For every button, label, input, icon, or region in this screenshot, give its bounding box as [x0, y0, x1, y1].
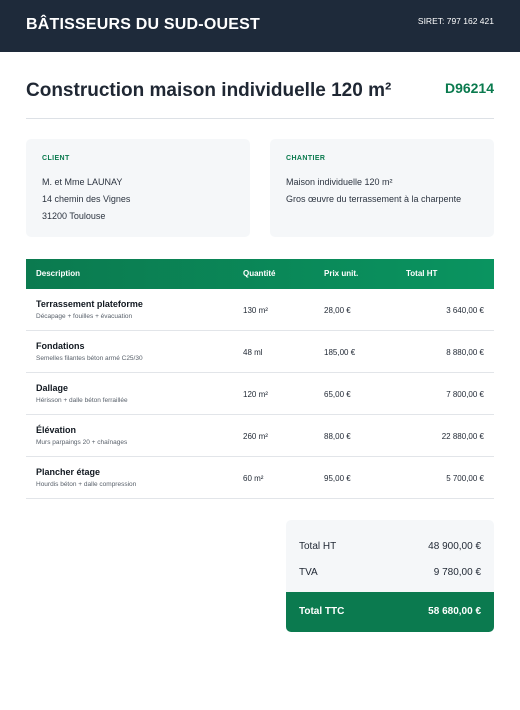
table-row	[26, 331, 494, 373]
total-ht-label: Total HT	[299, 541, 337, 552]
table-row	[26, 373, 494, 415]
title-divider	[26, 118, 494, 119]
chantier-line2: Gros œuvre du terrassement à la charpente	[286, 194, 462, 204]
chantier-label: CHANTIER	[286, 155, 326, 162]
row-unit-price: 28,00 €	[324, 306, 351, 315]
row-subtitle: Semelles filantes béton armé C25/30	[36, 355, 143, 362]
table-row	[26, 457, 494, 499]
table-row	[26, 415, 494, 457]
row-subtitle: Murs parpaings 20 + chaînages	[36, 439, 128, 446]
chantier-card	[270, 139, 494, 237]
document-reference: D96214	[444, 80, 494, 96]
chantier-line1: Maison individuelle 120 m²	[286, 177, 393, 187]
client-card	[26, 139, 250, 237]
company-name: BÂTISSEURS DU SUD-OUEST	[26, 16, 260, 33]
table-row	[26, 289, 494, 331]
row-title: Dallage	[36, 383, 69, 393]
row-title: Élévation	[36, 425, 77, 435]
row-subtitle: Hérisson + dalle béton ferraillée	[36, 397, 128, 404]
row-quantity: 260 m²	[243, 432, 268, 441]
column-header-description: Description	[36, 269, 81, 278]
row-unit-price: 95,00 €	[324, 474, 351, 483]
client-address-line2: 31200 Toulouse	[42, 211, 106, 221]
row-subtitle: Décapage + fouilles + évacuation	[36, 313, 133, 320]
row-quantity: 120 m²	[243, 390, 268, 399]
totals-box	[286, 520, 494, 632]
column-header-total: Total HT	[406, 269, 438, 278]
row-unit-price: 88,00 €	[324, 432, 351, 441]
row-total: 3 640,00 €	[446, 306, 484, 315]
document-title: Construction maison individuelle 120 m²	[26, 80, 392, 101]
column-header-unit-price: Prix unit.	[324, 269, 359, 278]
tva-value: 9 780,00 €	[433, 567, 481, 578]
row-title: Terrassement plateforme	[36, 299, 143, 309]
client-address-line1: 14 chemin des Vignes	[42, 194, 131, 204]
row-quantity: 48 ml	[243, 348, 263, 357]
row-title: Plancher étage	[36, 467, 101, 477]
row-unit-price: 65,00 €	[324, 390, 351, 399]
total-ht-row	[286, 534, 494, 560]
row-title: Fondations	[36, 341, 85, 351]
column-header-quantity: Quantité	[243, 269, 276, 278]
row-quantity: 60 m²	[243, 474, 264, 483]
client-name: M. et Mme LAUNAY	[42, 177, 123, 187]
row-total: 7 800,00 €	[446, 390, 484, 399]
total-ht-value: 48 900,00 €	[428, 541, 481, 552]
table-header	[26, 259, 494, 289]
header-bar	[0, 0, 520, 52]
siret-number: SIRET: 797 162 421	[417, 16, 494, 26]
client-label: CLIENT	[42, 155, 70, 162]
tva-label: TVA	[299, 567, 318, 578]
total-ttc-row	[286, 592, 494, 632]
row-quantity: 130 m²	[243, 306, 268, 315]
row-total: 22 880,00 €	[441, 432, 484, 441]
total-ttc-value: 58 680,00 €	[428, 606, 481, 617]
row-total: 8 880,00 €	[446, 348, 484, 357]
row-unit-price: 185,00 €	[324, 348, 356, 357]
row-total: 5 700,00 €	[446, 474, 484, 483]
tva-row	[286, 560, 494, 586]
total-ttc-label: Total TTC	[299, 606, 345, 617]
row-subtitle: Hourdis béton + dalle compression	[36, 481, 137, 488]
